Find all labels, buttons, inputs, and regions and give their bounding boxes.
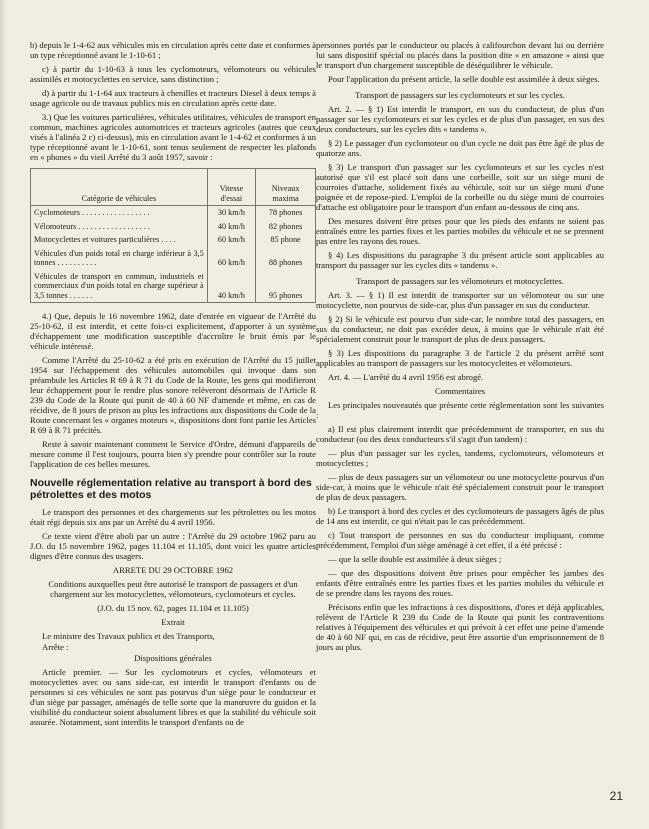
header-category: Catégorie de véhicules — [31, 169, 208, 206]
paragraph-d: d) à partir du 1-1-64 aux tracteurs à chenilles et tracteurs Diesel à deux temps à usage agricole ou de travaux publics mis en circulation après cette date. — [30, 88, 316, 108]
cell-level: 85 phone — [256, 233, 316, 247]
table-row — [31, 233, 316, 247]
cell-level: 82 phones — [256, 220, 316, 234]
paragraph-personnes: personnes portés par le conducteur ou placés à califourchon devant lui ou derrière lui sans dispositif spécial ou placés dans la position dite « en amazone » ainsi que le transport d'un chargement susceptible de déséquilibrer le véhicule. — [316, 40, 604, 70]
cell-speed: 40 km/h — [207, 220, 255, 234]
left-column — [30, 40, 316, 731]
decree-reference: (J.O. du 15 nov. 62, pages 11.104 et 11.105) — [97, 603, 249, 613]
paragraph-texte: Ce texte vient d'être aboli par un autre : l'Arrêté du 29 octobre 1962 paru au J.O. du 15 novembre 1962, pages 11.104 et 11.105, dont voici les quatre articles dignes d'être connus des usagers. — [30, 531, 316, 561]
decree-title: ARRETE DU 29 OCTOBRE 1962 — [112, 565, 234, 575]
art2-p5: § 4) Les dispositions du paragraphe 3 du présent article sont applicables au transport du passager sur les cycles dits « tandems ». — [316, 250, 604, 270]
cell-speed: 60 km/h — [207, 233, 255, 247]
art2-p1: Art. 2. — § 1) Est interdit le transport, en sus du conducteur, de plus d'un passager sur les cyclomoteurs et sur les cycles et de plus d'un passager, en sus des deux conducteurs, sur les cycles dits « tandems ». — [316, 104, 604, 134]
art4: Art. 4. — L'arrêté du 4 avril 1956 est abrogé. — [328, 372, 484, 382]
article-premier: Article premier. — Sur les cyclomoteurs et cycles, vélomoteurs et motocyclettes avec ou sans side-car, est interdit le transport d'enfants ou de personnes si ces véhicules ne sont pas pourvus d'un siège pour le conducteur et d'un siège par passager, aménagés de telle sorte que la manœuvre du guidon et la visibilité du conducteur soient absolument libres et que la stabilité du véhicule soit assurée. Notamment, sont interdits le transport d'enfants ou de — [30, 667, 316, 727]
art2-p3: § 3) Le transport d'un passager sur les cyclomoteurs et sur les cycles n'est autorisé que s'il est placé soit dans une corbeille, soit sur un siège muni de courroies d'attache, solidement fixés au véhicule, soit sur un siège muni d'une poignée et de repose-pied. L'emploi de la corbeille ou du siège muni de courroies d'attache est obligatoire pour le transport d'un enfant au-dessous de cinq ans. — [316, 162, 604, 212]
minister-line: Le ministre des Travaux publics et des Transports, — [42, 631, 215, 641]
table-row — [31, 270, 316, 303]
commentaires-title: Commentaires — [434, 386, 486, 396]
art2-p4: Des mesures doivent être prises pour que les pieds des enfants ne soient pas entraînés entre les parties fixes et les parties mobiles du véhicule et ne se prennent pas entre les rayons des roues. — [316, 216, 604, 246]
comment-paragraph: c) Tout transport de personnes en sus du conducteur impliquant, comme précédemment, l'emploi d'un siège aménagé à cet effet, il a été précisé : — [316, 530, 604, 550]
table-row — [31, 206, 316, 220]
extrait-label: Extrait — [161, 617, 185, 627]
comment-paragraph: Les principales nouveautés que présente cette réglementation sont les suivantes : — [316, 400, 604, 420]
cell-speed: 30 km/h — [207, 206, 255, 220]
decree-subtitle: Conditions auxquelles peut être autorisé le transport de passagers et d'un chargement sur les motocyclettes, vélomoteurs, cyclomoteurs et cycles. — [48, 579, 298, 599]
cell-speed: 40 km/h — [207, 270, 255, 303]
cell-category: Motocyclettes et voitures particulières . . . . — [31, 233, 208, 247]
paragraph-4: 4.) Que, depuis le 16 novembre 1962, date d'entrée en vigueur de l'Arrêté du 25-10-62, il est interdit, et cette fois-ci explicitement, d'apporter à un système d'échappement une modification susceptible d'accroître le bruit émis par le véhicule intéressé. — [30, 311, 316, 351]
cell-category: Vélomoteurs . . . . . . . . . . . . . . . . . . — [31, 220, 208, 234]
paragraph-c: c) à partir du 1-10-63 à tous les cyclomoteurs, vélomoteurs ou véhicules assimilés et motocyclettes en service, sans distinction ; — [30, 64, 316, 84]
paragraph-selle: Pour l'application du présent article, la selle double est assimilée à deux sièges. — [328, 74, 600, 84]
table-row — [31, 247, 316, 270]
paragraph-comme: Comme l'Arrêté du 25-10-62 a été pris en exécution de l'Arrêté du 15 juillet 1954 sur l'échappement des véhicules automobiles qui invoque dans son préambule les Articles R 69 à R 71 du Code de la Route, les gens qui modifieront leur échappement pour le rendre plus sonore relèveront désormais de l'Article R 239 du Code de la Route qui punit de 40 à 60 NF d'amende et même, en cas de récidive, de 8 jours de prison au plus les infractions aux dispositions du Code de la Route concernant les « organes moteurs », dispositions dont font partie les Articles R 69 à R 71 précités. — [30, 355, 316, 435]
dispositions-title: Dispositions générales — [134, 653, 212, 663]
cell-level: 88 phones — [256, 247, 316, 270]
paragraph-reste: Reste à savoir maintenant comment le Service d'Ordre, démuni d'appareils de mesure comme il l'est toujours, pourra bien s'y prendre pour contrôler sur la route l'application de ces belles mesures. — [30, 439, 316, 469]
section-velomoteurs-title: Transport de passagers sur les vélomoteurs et motocyclettes. — [356, 276, 564, 286]
header-levels: Niveaux maxima — [256, 169, 316, 206]
right-column — [316, 40, 604, 656]
cell-level: 78 phones — [256, 206, 316, 220]
art3-p1: Art. 3. — § 1) Il est interdit de transporter sur un vélomoteur ou sur une motocyclette, non pourvus de side-car, plus d'un passager en sus du conducteur. — [316, 290, 604, 310]
art3-p3: § 3) Les dispositions du paragraphe 3 de l'article 2 du présent arrêté sont applicables au transport de passagers sur les motocyclettes et vélomoteurs. — [316, 348, 604, 368]
comment-paragraph: — plus de deux passagers sur un vélomoteur ou une motocyclette pourvus d'un side-car, à moins que le véhicule n'ait été spécialement construit pour le transport de plus de deux passagers. — [316, 472, 604, 502]
table-row — [31, 220, 316, 234]
arrete-line: Arrête : — [42, 642, 69, 652]
art2-p2: § 2) Le passager d'un cyclomoteur ou d'un cycle ne doit pas être âgé de plus de quatorze ans. — [316, 138, 604, 158]
table-header-row — [31, 169, 316, 206]
paragraph-transport: Le transport des personnes et des chargements sur les pétrolettes ou les motos était régi depuis six ans par un Arrêté du 4 avril 1956. — [30, 507, 316, 527]
comment-paragraph: b) Le transport à bord des cycles et des cyclomoteurs de passagers âgés de plus de 14 ans est interdit, ce qui n'était pas le cas précédemment. — [316, 506, 604, 526]
cell-category: Véhicules d'un poids total en charge inférieur à 3,5 tonnes . . . . . . . . . . — [31, 247, 208, 270]
paragraph-3: 3.) Que les voitures particulières, véhicules utilitaires, véhicules de transport en commun, machines agricoles automotrices et tracteurs agricoles (autres que ceux visés à l'alinéa 2 c) ci-dessus), mis en circulation avant le 1-4-62 et conformes à un type réceptionné avant le 1-10-61, sont tenus seulement de respecter les plafonds en « phones » du vieil Arrêté du 3 août 1957, savoir : — [30, 112, 316, 162]
section-heading: Nouvelle réglementation relative au transport à bord des pétrolettes et des motos — [30, 477, 312, 501]
comment-paragraph: — que des dispositions doivent être prises pour empêcher les jambes des enfants d'être entraînés entre les parties fixes et les parties mobiles du véhicule et de se prendre dans les rayons des roues. — [316, 568, 604, 598]
comment-paragraph: — plus d'un passager sur les cycles, tandems, cyclomoteurs, vélomoteurs et motocyclettes ; — [316, 448, 604, 468]
cell-category: Véhicules de transport en commun, industriels et commerciaux d'un poids total en charge supérieur à 3,5 tonnes . . . . . . — [31, 270, 208, 303]
header-speed: Vitesse d'essai — [207, 169, 255, 206]
page-edge-shadow — [0, 0, 6, 829]
section-cyclomoteurs-title: Transport de passagers sur les cyclomoteurs et sur les cycles. — [355, 90, 565, 100]
cell-category: Cyclomoteurs . . . . . . . . . . . . . . . . . — [31, 206, 208, 220]
page-number: 21 — [609, 789, 623, 803]
comment-paragraph: — que la selle double est assimilée à deux sièges ; — [328, 554, 502, 564]
comment-paragraph: a) Il est plus clairement interdit que précédemment de transporter, en sus du conducteur (ou des deux conducteurs s'il s'agit d'un tandem) : — [316, 424, 604, 444]
noise-limits-table — [30, 168, 316, 303]
paragraph-b: b) depuis le 1-4-62 aux véhicules mis en circulation après cette date et conformes à un type réceptionné avant le 1-10-61 ; — [30, 40, 316, 60]
art3-p2: § 2) Si le véhicule est pourvu d'un side-car, le nombre total des passagers, en sus du conducteur, ne doit pas excéder deux, à moins que le véhicule n'ait été spécialement construit pour le transport de plus de deux passagers. — [316, 314, 604, 344]
cell-speed: 60 km/h — [207, 247, 255, 270]
comment-paragraph: Précisons enfin que les infractions à ces dispositions, d'ores et déjà applicables, relèvent de l'Article R 239 du Code de la Route qui punit les contraventions relatives à l'équipement des véhicules et qui prévoit à cet effet une peine d'amende de 40 à 60 NF qui, en cas de récidive, peut être assortie d'un emprisonnement de 8 jours au plus. — [316, 602, 604, 652]
cell-level: 95 phones — [256, 270, 316, 303]
